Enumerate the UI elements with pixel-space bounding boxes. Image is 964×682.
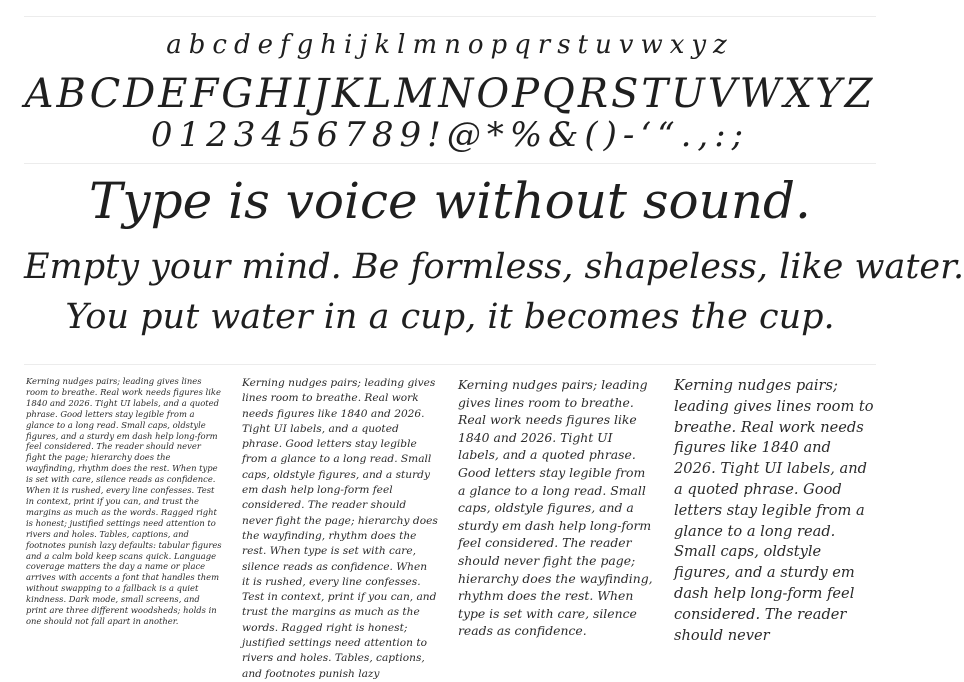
uppercase-alphabet: ABCDEFGHIJKLMNOPQRSTUVWXYZ <box>24 71 876 117</box>
sample-line-2: Empty your mind. Be formless, shapeless, like water. <box>24 247 964 287</box>
lowercase-alphabet: abcdefghijklmnopqrstuvwxyz <box>166 30 734 60</box>
paragraph-column-3: Kerning nudges pairs; leading gives lines room to breathe. Real work needs figures like 1840 and 2026. Tight UI labels, and a quoted phrase. Good letters stay legible from a glance to a long read. Small caps, oldstyle figures, and a sturdy em dash help long-form feel considered. The reader should never fight the page; hierarchy does the wayfinding, rhythm does the rest. When type is set with care, silence reads as confidence. <box>458 377 653 639</box>
digits-punctuation: 0123456789!@*%&()-‘“.,:; <box>150 115 750 155</box>
sample-divider <box>24 364 876 365</box>
paragraph-column-4: Kerning nudges pairs; leading gives lines room to breathe. Real work needs figures like 1840 and 2026. Tight UI labels, and a quoted phrase. Good letters stay legible from a glance to a long read. Small caps, oldstyle figures, and a sturdy em dash help long-form feel considered. The reader should never <box>674 377 874 644</box>
sample-line-3: You put water in a cup, it becomes the cup. <box>65 297 835 337</box>
top-divider <box>24 16 876 17</box>
paragraph-column-2: Kerning nudges pairs; leading gives lines room to breathe. Real work needs figures like 1840 and 2026. Tight UI labels, and a quoted phrase. Good letters stay legible from a glance to a long read. Small caps, oldstyle figures, and a sturdy em dash help long-form feel considered. The reader should never fight the page; hierarchy does the wayfinding, rhythm does the rest. When type is set with care, silence reads as confidence. When it is rushed, every line confesses. Test in context, print if you can, and trust the margins as much as the words. Ragged right is honest; justified settings need attention to rivers and holes. Tables, captions, and footnotes punish lazy <box>242 377 438 680</box>
sample-line-1: Type is voice without sound. <box>89 172 811 230</box>
paragraph-column-1: Kerning nudges pairs; leading gives lines room to breathe. Real work needs figures like 1840 and 2026. Tight UI labels, and a quoted phrase. Good letters stay legible from a glance to a long read. Small caps, oldstyle figures, and a sturdy em dash help long-form feel considered. The reader should never fight the page; hierarchy does the wayfinding, rhythm does the rest. When type is set with care, silence reads as confidence. When it is rushed, every line confesses. Test in context, print if you can, and trust the margins as much as the words. Ragged right is honest; justified settings need attention to rivers and holes. Tables, captions, and footnotes punish lazy defaults: tabular figures and a calm bold keep scans quick. Language coverage matters the day a name or place arrives with accents a font that handles them without swapping to a fallback is a quiet kindness. Dark mode, small screens, and print are three different woodsheds; holds in one should not fall apart in another. <box>26 376 222 626</box>
specimen-divider <box>24 163 876 164</box>
